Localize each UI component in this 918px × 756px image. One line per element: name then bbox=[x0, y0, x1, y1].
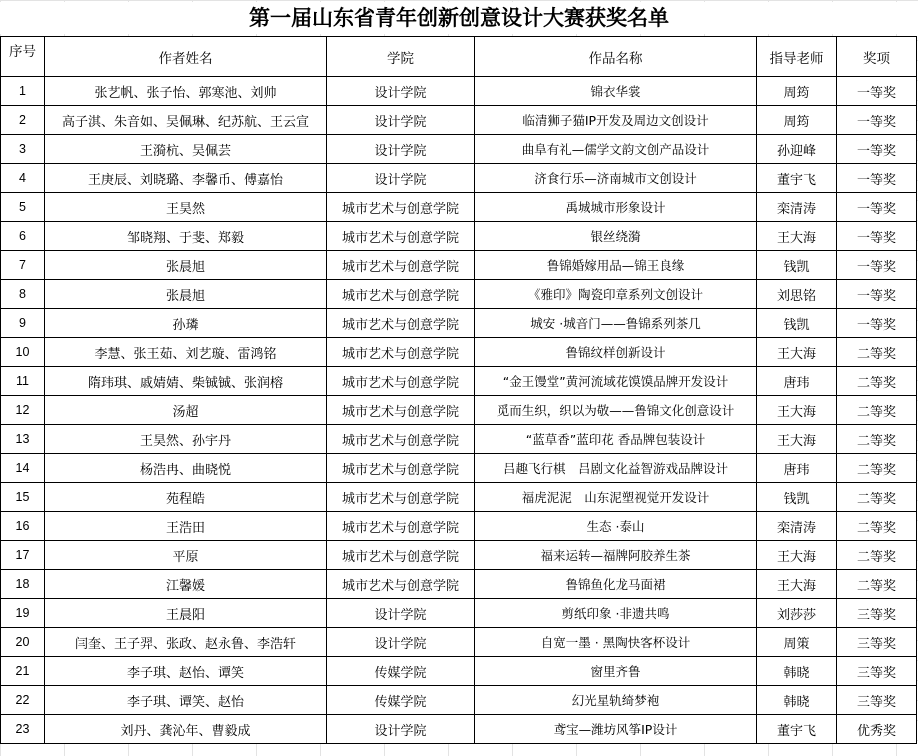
cell-award: 优秀奖 bbox=[837, 715, 917, 744]
cell-work: 鲁锦婚嫁用品—锦王良缘 bbox=[475, 251, 757, 280]
cell-authors: 平原 bbox=[45, 541, 327, 570]
cell-work: 生态 ·泰山 bbox=[475, 512, 757, 541]
cell-award: 三等奖 bbox=[837, 628, 917, 657]
cell-work: 银丝绕漪 bbox=[475, 222, 757, 251]
cell-authors: 汤超 bbox=[45, 396, 327, 425]
table-row bbox=[1, 628, 917, 657]
cell-authors: 王昊然 bbox=[45, 193, 327, 222]
column-header-award: 奖项 bbox=[837, 37, 917, 77]
table-row bbox=[1, 251, 917, 280]
cell-advisor: 王大海 bbox=[757, 541, 837, 570]
cell-award: 二等奖 bbox=[837, 541, 917, 570]
cell-index: 23 bbox=[1, 715, 45, 744]
cell-work: 临清狮子猫IP开发及周边文创设计 bbox=[475, 106, 757, 135]
cell-index: 22 bbox=[1, 686, 45, 715]
cell-college: 城市艺术与创意学院 bbox=[327, 541, 475, 570]
cell-authors: 李子琪、赵怡、谭笑 bbox=[45, 657, 327, 686]
table-row bbox=[1, 222, 917, 251]
cell-award: 一等奖 bbox=[837, 222, 917, 251]
table-row bbox=[1, 657, 917, 686]
table-row bbox=[1, 106, 917, 135]
cell-award: 三等奖 bbox=[837, 686, 917, 715]
table-row bbox=[1, 483, 917, 512]
cell-advisor: 王大海 bbox=[757, 396, 837, 425]
cell-advisor: 董宇飞 bbox=[757, 715, 837, 744]
cell-college: 城市艺术与创意学院 bbox=[327, 454, 475, 483]
cell-authors: 王昊然、孙宇丹 bbox=[45, 425, 327, 454]
cell-index: 3 bbox=[1, 135, 45, 164]
cell-authors: 邹晓翔、于斐、郑毅 bbox=[45, 222, 327, 251]
cell-award: 一等奖 bbox=[837, 164, 917, 193]
cell-work: 鲁锦鱼化龙马面裙 bbox=[475, 570, 757, 599]
cell-work: 福来运转—福牌阿胶养生茶 bbox=[475, 541, 757, 570]
cell-authors: 隋玮琪、戚婧婧、柴铖铖、张润榕 bbox=[45, 367, 327, 396]
cell-award: 二等奖 bbox=[837, 454, 917, 483]
header-row bbox=[1, 37, 917, 77]
cell-advisor: 周筠 bbox=[757, 77, 837, 106]
cell-advisor: 周策 bbox=[757, 628, 837, 657]
cell-college: 传媒学院 bbox=[327, 657, 475, 686]
cell-authors: 闫奎、王子羿、张政、赵永鲁、李浩轩 bbox=[45, 628, 327, 657]
cell-work: “金王馒堂”黄河流域花馍馍品牌开发设计 bbox=[475, 367, 757, 396]
cell-index: 21 bbox=[1, 657, 45, 686]
cell-index: 20 bbox=[1, 628, 45, 657]
table-row bbox=[1, 599, 917, 628]
cell-award: 一等奖 bbox=[837, 309, 917, 338]
cell-authors: 江馨媛 bbox=[45, 570, 327, 599]
cell-index: 5 bbox=[1, 193, 45, 222]
cell-work: 觅而生织，织以为敬——鲁锦文化创意设计 bbox=[475, 396, 757, 425]
cell-work: 鲁锦纹样创新设计 bbox=[475, 338, 757, 367]
cell-index: 12 bbox=[1, 396, 45, 425]
cell-college: 城市艺术与创意学院 bbox=[327, 309, 475, 338]
cell-advisor: 栾清涛 bbox=[757, 193, 837, 222]
cell-college: 城市艺术与创意学院 bbox=[327, 251, 475, 280]
cell-index: 2 bbox=[1, 106, 45, 135]
column-header-index: 序号 bbox=[1, 37, 45, 77]
cell-index: 16 bbox=[1, 512, 45, 541]
cell-work: 曲阜有礼—儒学文韵文创产品设计 bbox=[475, 135, 757, 164]
table-row bbox=[1, 686, 917, 715]
table-row bbox=[1, 135, 917, 164]
cell-index: 8 bbox=[1, 280, 45, 309]
cell-college: 城市艺术与创意学院 bbox=[327, 280, 475, 309]
cell-award: 一等奖 bbox=[837, 106, 917, 135]
table-row bbox=[1, 454, 917, 483]
table-row bbox=[1, 280, 917, 309]
cell-advisor: 刘思铭 bbox=[757, 280, 837, 309]
cell-college: 设计学院 bbox=[327, 164, 475, 193]
cell-college: 城市艺术与创意学院 bbox=[327, 338, 475, 367]
cell-college: 城市艺术与创意学院 bbox=[327, 193, 475, 222]
cell-award: 一等奖 bbox=[837, 251, 917, 280]
cell-advisor: 钱凯 bbox=[757, 309, 837, 338]
cell-award: 一等奖 bbox=[837, 193, 917, 222]
table-row bbox=[1, 338, 917, 367]
column-header-work: 作品名称 bbox=[475, 37, 757, 77]
cell-college: 城市艺术与创意学院 bbox=[327, 570, 475, 599]
cell-authors: 李慧、张王茹、刘艺璇、雷鸿铭 bbox=[45, 338, 327, 367]
cell-authors: 王晨阳 bbox=[45, 599, 327, 628]
cell-college: 传媒学院 bbox=[327, 686, 475, 715]
cell-advisor: 王大海 bbox=[757, 570, 837, 599]
table-row bbox=[1, 164, 917, 193]
table-row bbox=[1, 570, 917, 599]
cell-index: 9 bbox=[1, 309, 45, 338]
cell-award: 二等奖 bbox=[837, 570, 917, 599]
cell-advisor: 钱凯 bbox=[757, 483, 837, 512]
table-row bbox=[1, 367, 917, 396]
awards-table bbox=[0, 36, 917, 744]
cell-work: 锦衣华裳 bbox=[475, 77, 757, 106]
cell-work: 幻光星轨绮梦袍 bbox=[475, 686, 757, 715]
cell-advisor: 栾清涛 bbox=[757, 512, 837, 541]
cell-advisor: 韩晓 bbox=[757, 686, 837, 715]
table-row bbox=[1, 425, 917, 454]
cell-index: 10 bbox=[1, 338, 45, 367]
cell-index: 6 bbox=[1, 222, 45, 251]
cell-advisor: 韩晓 bbox=[757, 657, 837, 686]
cell-work: 剪纸印象 ·非遗共鸣 bbox=[475, 599, 757, 628]
cell-authors: 王庚辰、刘晓璐、李馨币、傅嘉怡 bbox=[45, 164, 327, 193]
cell-index: 15 bbox=[1, 483, 45, 512]
cell-work: 城安 ·城音门——鲁锦系列茶几 bbox=[475, 309, 757, 338]
cell-authors: 高子淇、朱音如、吴佩琳、纪苏航、王云宣 bbox=[45, 106, 327, 135]
cell-college: 设计学院 bbox=[327, 599, 475, 628]
cell-award: 二等奖 bbox=[837, 367, 917, 396]
cell-award: 二等奖 bbox=[837, 425, 917, 454]
cell-authors: 杨浩冉、曲晓悦 bbox=[45, 454, 327, 483]
cell-advisor: 唐玮 bbox=[757, 367, 837, 396]
column-header-advisor: 指导老师 bbox=[757, 37, 837, 77]
cell-index: 18 bbox=[1, 570, 45, 599]
cell-college: 城市艺术与创意学院 bbox=[327, 512, 475, 541]
page-title: 第一届山东省青年创新创意设计大赛获奖名单 bbox=[0, 2, 918, 34]
cell-authors: 王浩田 bbox=[45, 512, 327, 541]
cell-college: 城市艺术与创意学院 bbox=[327, 396, 475, 425]
cell-college: 设计学院 bbox=[327, 628, 475, 657]
cell-award: 一等奖 bbox=[837, 135, 917, 164]
cell-index: 17 bbox=[1, 541, 45, 570]
cell-advisor: 唐玮 bbox=[757, 454, 837, 483]
cell-award: 二等奖 bbox=[837, 338, 917, 367]
cell-award: 一等奖 bbox=[837, 77, 917, 106]
cell-college: 设计学院 bbox=[327, 135, 475, 164]
cell-authors: 王漪杭、吴佩芸 bbox=[45, 135, 327, 164]
table-row bbox=[1, 715, 917, 744]
table-row bbox=[1, 512, 917, 541]
cell-index: 1 bbox=[1, 77, 45, 106]
cell-advisor: 周筠 bbox=[757, 106, 837, 135]
cell-advisor: 王大海 bbox=[757, 425, 837, 454]
table-row bbox=[1, 193, 917, 222]
cell-advisor: 王大海 bbox=[757, 222, 837, 251]
cell-advisor: 孙迎峰 bbox=[757, 135, 837, 164]
cell-authors: 张艺帆、张子怡、郭寒池、刘帅 bbox=[45, 77, 327, 106]
cell-index: 4 bbox=[1, 164, 45, 193]
cell-award: 三等奖 bbox=[837, 599, 917, 628]
cell-award: 二等奖 bbox=[837, 512, 917, 541]
cell-college: 设计学院 bbox=[327, 715, 475, 744]
table-row bbox=[1, 309, 917, 338]
column-header-college: 学院 bbox=[327, 37, 475, 77]
cell-college: 设计学院 bbox=[327, 77, 475, 106]
cell-college: 城市艺术与创意学院 bbox=[327, 483, 475, 512]
cell-work: 窗里齐鲁 bbox=[475, 657, 757, 686]
cell-award: 二等奖 bbox=[837, 396, 917, 425]
table-row bbox=[1, 541, 917, 570]
cell-college: 城市艺术与创意学院 bbox=[327, 367, 475, 396]
cell-work: 禹城城市形象设计 bbox=[475, 193, 757, 222]
cell-index: 14 bbox=[1, 454, 45, 483]
cell-advisor: 王大海 bbox=[757, 338, 837, 367]
cell-college: 城市艺术与创意学院 bbox=[327, 425, 475, 454]
cell-index: 11 bbox=[1, 367, 45, 396]
cell-authors: 张晨旭 bbox=[45, 280, 327, 309]
cell-college: 城市艺术与创意学院 bbox=[327, 222, 475, 251]
cell-authors: 孙璘 bbox=[45, 309, 327, 338]
cell-authors: 张晨旭 bbox=[45, 251, 327, 280]
cell-award: 二等奖 bbox=[837, 483, 917, 512]
cell-authors: 刘丹、龚沁年、曹毅成 bbox=[45, 715, 327, 744]
cell-authors: 苑程皓 bbox=[45, 483, 327, 512]
cell-award: 三等奖 bbox=[837, 657, 917, 686]
cell-work: 鸢宝—潍坊风筝IP设计 bbox=[475, 715, 757, 744]
table-row bbox=[1, 77, 917, 106]
cell-work: 福虎泥泥 山东泥塑视觉开发设计 bbox=[475, 483, 757, 512]
cell-college: 设计学院 bbox=[327, 106, 475, 135]
table-row bbox=[1, 396, 917, 425]
cell-authors: 李子琪、谭笑、赵怡 bbox=[45, 686, 327, 715]
cell-award: 一等奖 bbox=[837, 280, 917, 309]
cell-work: 《雅印》陶瓷印章系列文创设计 bbox=[475, 280, 757, 309]
cell-work: “蓝草香”蓝印花 香品牌包装设计 bbox=[475, 425, 757, 454]
cell-index: 7 bbox=[1, 251, 45, 280]
cell-work: 自宽一墨 · 黑陶快客杯设计 bbox=[475, 628, 757, 657]
cell-work: 吕趣飞行棋 吕剧文化益智游戏品牌设计 bbox=[475, 454, 757, 483]
cell-advisor: 钱凯 bbox=[757, 251, 837, 280]
column-header-authors: 作者姓名 bbox=[45, 37, 327, 77]
cell-index: 19 bbox=[1, 599, 45, 628]
cell-index: 13 bbox=[1, 425, 45, 454]
cell-work: 济食行乐—济南城市文创设计 bbox=[475, 164, 757, 193]
cell-advisor: 董宇飞 bbox=[757, 164, 837, 193]
cell-advisor: 刘莎莎 bbox=[757, 599, 837, 628]
